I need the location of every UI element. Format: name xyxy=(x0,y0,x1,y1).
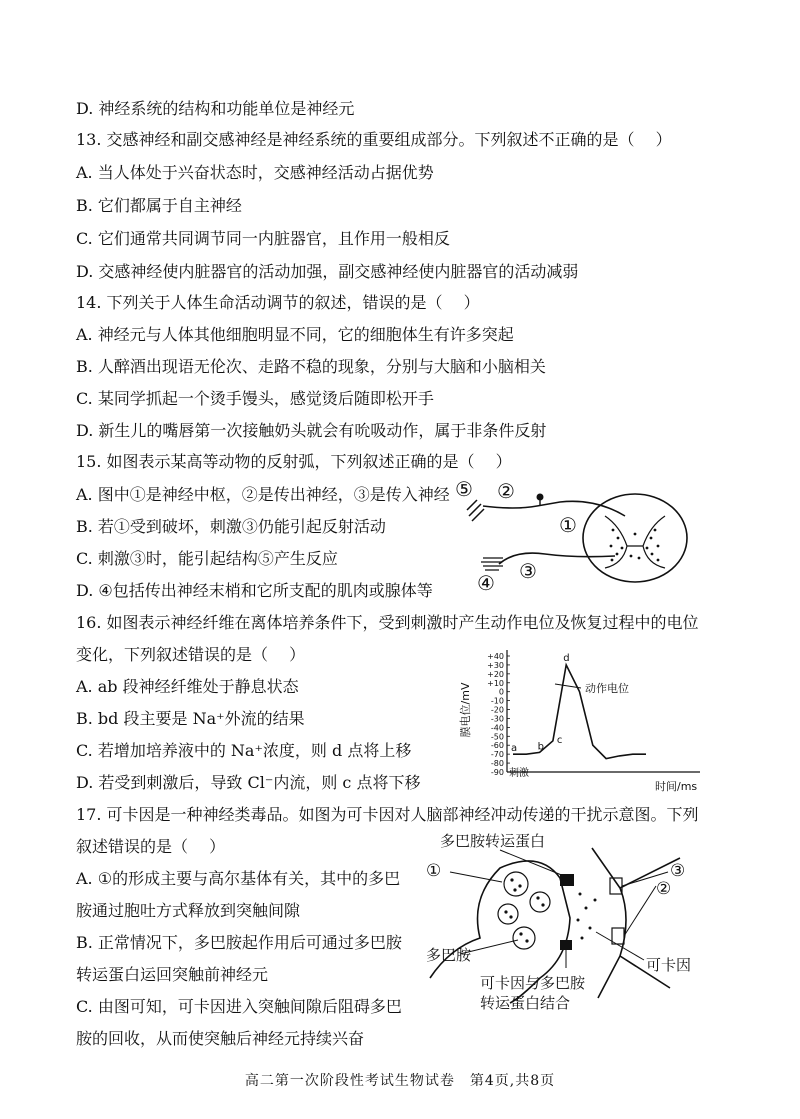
label-4: ④ xyxy=(477,571,495,594)
chart-series-line xyxy=(513,665,646,759)
y-tick-label: -80 xyxy=(490,759,504,769)
label-dopamine: 多巴胺 xyxy=(426,946,472,964)
label-1: ① xyxy=(426,861,442,881)
y-tick-label: +20 xyxy=(487,669,504,679)
label-dopamine-transporter: 多巴胺转运蛋白 xyxy=(440,832,546,850)
q15-option-d: D. ④包括传出神经末梢和它所支配的肌肉或腺体等 xyxy=(76,581,433,600)
q13-option-b: B. 它们都属于自主神经 xyxy=(76,196,242,215)
label-3: ③ xyxy=(670,861,686,881)
label-cocaine: 可卡因 xyxy=(646,956,692,974)
q12-option-d: D. 神经系统的结构和功能单位是神经元 xyxy=(76,99,355,118)
synaptic-vesicle xyxy=(498,904,518,924)
q17-option-c-line1: C. 由图可知，可卡因进入突触间隙后阻碍多巴 xyxy=(76,997,402,1016)
q17-stem-line2: 叙述错误的是（ ） xyxy=(76,837,226,856)
q16-option-c: C. 若增加培养液中的 Na⁺浓度，则 d 点将上移 xyxy=(76,741,412,760)
action-potential-chart xyxy=(455,640,715,798)
label-5: ⑤ xyxy=(455,477,473,501)
y-tick-label: -50 xyxy=(490,732,504,742)
receptor-shape xyxy=(467,500,484,521)
label-2: ② xyxy=(497,479,515,503)
y-tick-label: -30 xyxy=(490,714,504,724)
postsynaptic-membrane xyxy=(592,848,680,998)
label-2: ② xyxy=(656,879,672,899)
chart-stimulus-label: 刺激 xyxy=(509,768,529,779)
y-tick-label: -20 xyxy=(490,705,504,715)
q16-stem-line2: 变化，下列叙述错误的是（ ） xyxy=(76,645,306,664)
dopamine-receptor xyxy=(610,878,622,894)
ganglion-dot xyxy=(537,494,544,501)
q17-option-c-line2: 胺的回收，从而使突触后神经元持续兴奋 xyxy=(76,1029,365,1048)
q13-option-a: A. 当人体处于兴奋状态时，交感神经活动占据优势 xyxy=(76,163,434,182)
y-tick-label: -10 xyxy=(490,696,504,706)
q15-option-c: C. 刺激③时，能引起结构⑤产生反应 xyxy=(76,549,338,568)
q17-option-a-line1: A. ①的形成主要与高尔基体有关，其中的多巴 xyxy=(76,869,401,888)
q14-option-c: C. 某同学抓起一个烫手馒头，感觉烫后随即松开手 xyxy=(76,389,434,408)
q16-option-b: B. bd 段主要是 Na⁺外流的结果 xyxy=(76,709,305,728)
label-binding-line2: 转运蛋白结合 xyxy=(480,994,571,1012)
q13-option-d: D. 交感神经使内脏器官的活动加强，副交感神经使内脏器官的活动减弱 xyxy=(76,262,579,281)
chart-xlabel: 时间/ms xyxy=(655,780,698,793)
y-tick-label: -40 xyxy=(490,723,504,733)
page-footer: 高二第一次阶段性考试生物试卷 第4页,共8页 xyxy=(244,1073,556,1089)
y-tick-label: -70 xyxy=(490,750,504,760)
q14-option-d: D. 新生儿的嘴唇第一次接触奶头就会有吮吸动作，属于非条件反射 xyxy=(76,421,547,440)
chart-point-b: b xyxy=(537,741,544,753)
y-tick-label: -60 xyxy=(490,741,504,751)
q16-stem-line1: 16. 如图表示神经纤维在离体培养条件下，受到刺激时产生动作电位及恢复过程中的电位 xyxy=(76,613,699,632)
cocaine-bound-transporter xyxy=(560,874,574,886)
q17-option-b-line2: 转运蛋白运回突触前神经元 xyxy=(76,965,269,984)
chart-point-c: c xyxy=(556,734,563,746)
chart-point-d: d xyxy=(563,652,570,664)
label-binding-line1: 可卡因与多巴胺 xyxy=(480,974,586,992)
q13-option-c: C. 它们通常共同调节同一内脏器官，且作用一般相反 xyxy=(76,229,450,248)
q13-stem: 13. 交感神经和副交感神经是神经系统的重要组成部分。下列叙述不正确的是（ ） xyxy=(76,130,672,149)
synaptic-vesicle xyxy=(504,872,528,896)
spinal-cord xyxy=(583,494,687,582)
y-tick-label: +30 xyxy=(487,660,504,670)
label-1: ① xyxy=(559,513,577,537)
q14-option-a: A. 神经元与人体其他细胞明显不同，它的细胞体生有许多突起 xyxy=(76,325,514,344)
reflex-arc-figure xyxy=(455,476,700,594)
q15-option-a: A. 图中①是神经中枢，②是传出神经，③是传入神经 xyxy=(76,485,450,504)
y-tick-label: +40 xyxy=(487,652,504,661)
y-tick-label: 0 xyxy=(498,687,504,697)
chart-point-a: a xyxy=(511,743,518,755)
chart-series-label: 动作电位 xyxy=(585,682,629,695)
q15-stem: 15. 如图表示某高等动物的反射弧，下列叙述正确的是（ ） xyxy=(76,452,512,471)
q15-option-b: B. 若①受到破坏，刺激③仍能引起反射活动 xyxy=(76,517,386,536)
q17-option-b-line1: B. 正常情况下，多巴胺起作用后可通过多巴胺 xyxy=(76,933,402,952)
q14-option-b: B. 人醉酒出现语无伦次、走路不稳的现象，分别与大脑和小脑相关 xyxy=(76,357,546,376)
y-tick-label: -90 xyxy=(490,768,504,777)
label-3: ③ xyxy=(519,559,537,583)
q16-option-a: A. ab 段神经纤维处于静息状态 xyxy=(76,677,299,696)
synaptic-vesicle xyxy=(530,892,550,912)
y-tick-label: +10 xyxy=(487,678,504,688)
q17-option-a-line2: 胺通过胞吐方式释放到突触间隙 xyxy=(76,901,301,920)
dopamine-receptor xyxy=(612,928,624,944)
q16-option-d: D. 若受到刺激后，导致 Cl⁻内流，则 c 点将下移 xyxy=(76,773,421,792)
q17-stem-line1: 17. 可卡因是一种神经类毒品。如图为可卡因对人脑部神经冲动传递的干扰示意图。下列 xyxy=(76,805,699,824)
chart-ylabel: 膜电位/mV xyxy=(459,682,472,738)
cocaine-bound-transporter xyxy=(560,940,572,950)
synapse-figure xyxy=(420,828,710,1018)
q14-stem: 14. 下列关于人体生命活动调节的叙述，错误的是（ ） xyxy=(76,293,480,312)
synaptic-vesicle xyxy=(513,927,535,949)
efferent-fiber xyxy=(499,553,615,564)
